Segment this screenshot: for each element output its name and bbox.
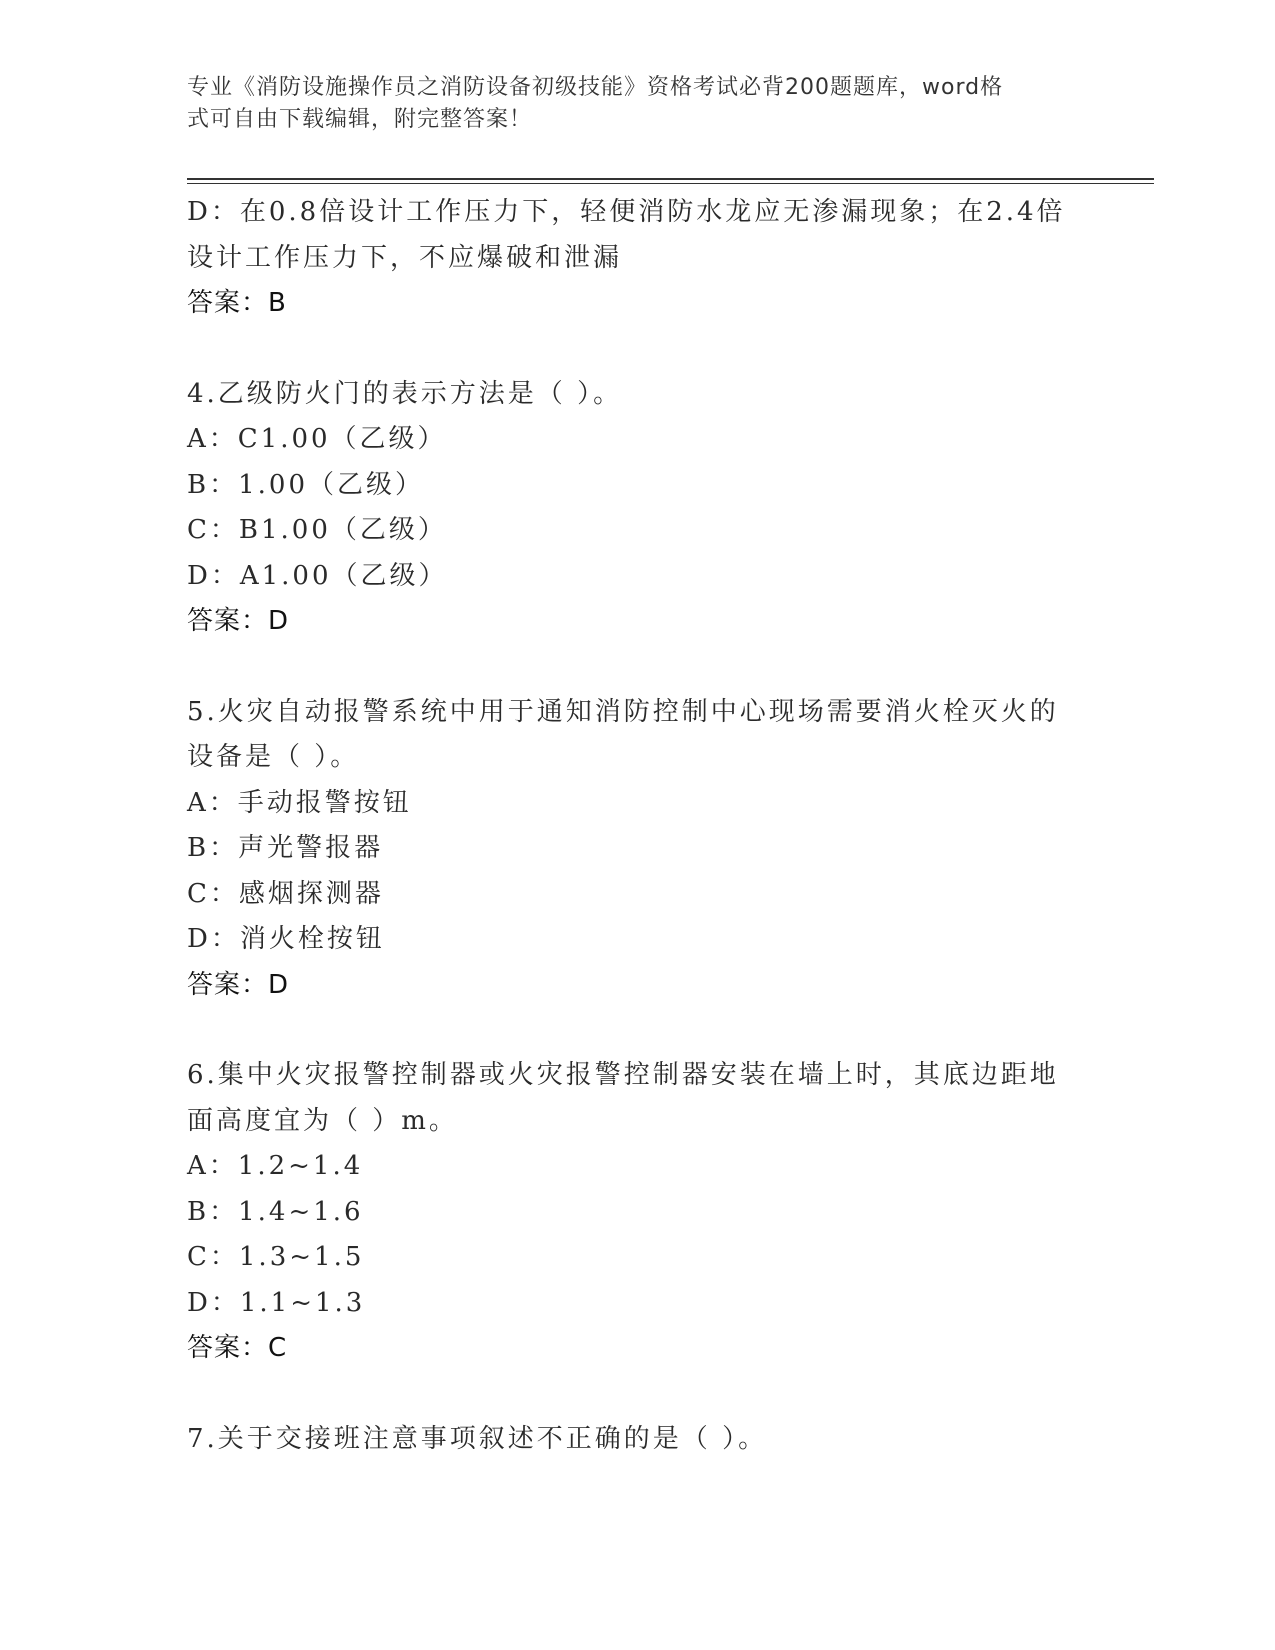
answer-line: 答案：D (187, 969, 290, 1000)
question-7 (187, 1417, 1087, 1463)
document-body (187, 190, 1087, 1462)
option-d: D：1.1~1.3 (187, 1287, 366, 1318)
option-d: D：消火栓按钮 (187, 924, 385, 954)
option-a: A：1.2~1.4 (187, 1151, 364, 1181)
option-b: B：声光警报器 (187, 833, 384, 863)
option-d-line-2: 设计工作压力下，不应爆破和泄漏 (187, 242, 623, 273)
option-a: A：手动报警按钮 (187, 787, 412, 818)
question-stem-line-2: 面高度宜为（ ）m。 (187, 1105, 458, 1136)
question-stem-line-2: 设备是（ ）。 (187, 742, 360, 772)
option-a: A：C1.00（乙级） (187, 424, 447, 454)
question-5 (187, 690, 1087, 1009)
header-line-1: 专业《消防设施操作员之消防设备初级技能》资格考试必背200题题库，word格 (187, 75, 1004, 100)
header-rule-thin (187, 183, 1154, 184)
question-3-continuation (187, 190, 1087, 327)
header-rule-thick (187, 178, 1154, 180)
option-d-line-1: D：在0.8倍设计工作压力下，轻便消防水龙应无渗漏现象；在2.4倍 (187, 197, 1066, 227)
option-c: C：感烟探测器 (187, 878, 384, 909)
answer-line: 答案：B (187, 288, 287, 318)
question-stem: 7.关于交接班注意事项叙述不正确的是（ ）。 (187, 1423, 768, 1454)
header-line-2: 式可自由下载编辑，附完整答案！ (187, 107, 533, 132)
question-stem: 4.乙级防火门的表示方法是（ ）。 (187, 378, 623, 409)
option-c: C：B1.00（乙级） (187, 515, 447, 545)
question-6 (187, 1053, 1087, 1372)
option-d: D：A1.00（乙级） (187, 560, 448, 591)
option-c: C：1.3~1.5 (187, 1242, 365, 1272)
question-4 (187, 372, 1087, 645)
question-stem-line-1: 6.集中火灾报警控制器或火灾报警控制器安装在墙上时，其底边距地 (187, 1060, 1059, 1090)
option-b: B：1.4~1.6 (187, 1196, 364, 1227)
question-stem-line-1: 5.火灾自动报警系统中用于通知消防控制中心现场需要消火栓灭火的 (187, 696, 1059, 727)
document-header (187, 72, 1067, 136)
answer-line: 答案：C (187, 1333, 288, 1363)
option-b: B：1.00（乙级） (187, 469, 424, 500)
answer-line: 答案：D (187, 606, 290, 636)
